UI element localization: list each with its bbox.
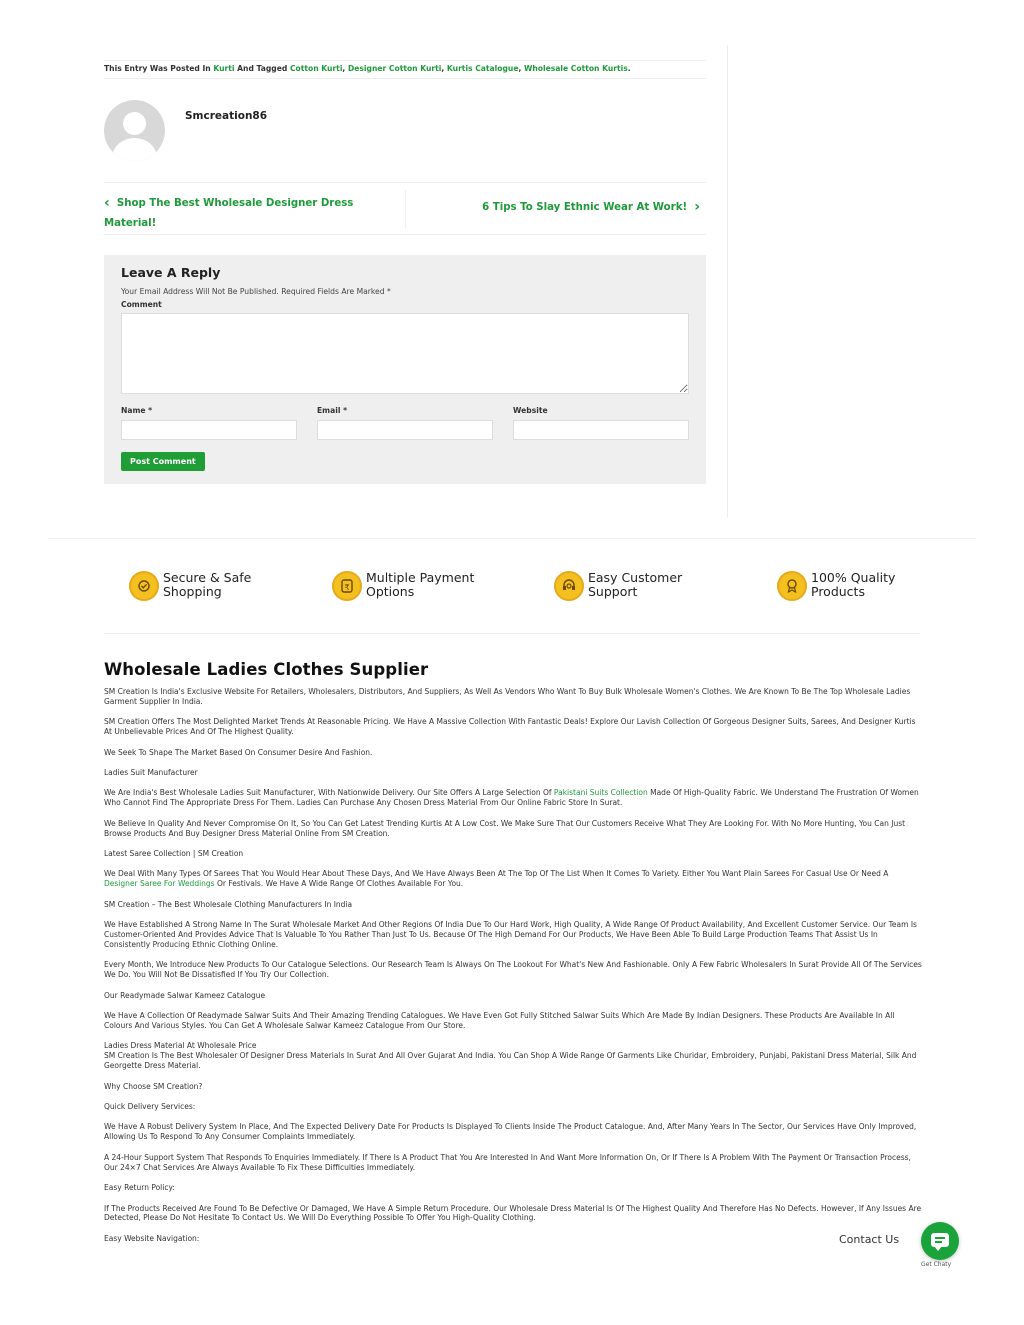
get-chaty-caption[interactable]: Get Chaty bbox=[921, 1261, 952, 1268]
seo-paragraph: If The Products Received Are Found To Be Defective Or Damaged, We Have A Simple Return Procedure. Our Wholesale Dress Material Is Of The Highest Quality And Therefore Has No Defects. However, If Any Issues Are Detected, Please Do Not Hesitate To Contact Us. We Will Do Everything Possible To Offer You High-Quality Clothing. bbox=[104, 1203, 922, 1223]
seo-subheading: Ladies Suit Manufacturer bbox=[104, 768, 198, 778]
tag-separator: , bbox=[441, 64, 447, 73]
designer-saree-link[interactable]: Designer Saree For Weddings bbox=[104, 879, 215, 889]
seo-subheading: Ladies Dress Material At Wholesale Price bbox=[104, 1041, 257, 1051]
name-label: Name * bbox=[121, 406, 153, 415]
seo-paragraph: We Are India's Best Wholesale Ladies Suit Manufacturer, With Nationwide Delivery. Our Site Offers A Large Selection Of Pakistani Suits Collection Made Of High-Quality Fabric. We Understand The Frustration Of Women Who Cannot Find The Appropriate Dress For Them. Ladies Can Purchase Any Chosen Dress Material From Our Online Fabric Store In Surat. bbox=[104, 788, 919, 808]
tag-link[interactable]: Wholesale Cotton Kurtis bbox=[524, 64, 628, 73]
seo-paragraph: We Have A Collection Of Readymade Salwar Suits And Their Amazing Trending Catalogues. We Have Even Got Fully Stitched Salwar Suits Which Are Made By Indian Designers. These Products Are Available In All Colours And Various Styles. You Can Get A Wholesale Salwar Kameez Catalogue From Our Store. bbox=[104, 1011, 895, 1031]
feature-label: 100% Quality Products bbox=[811, 570, 896, 599]
seo-paragraph: SM Creation Offers The Most Delighted Market Trends At Reasonable Pricing. We Have A Massive Collection With Fantastic Deals! Explore Our Lavish Collection Of Gorgeous Designer Suits, Sarees, And Designer Kurtis At Unbelievable Prices And Of The Highest Quality. bbox=[104, 717, 916, 737]
seo-subheading: Easy Website Navigation: bbox=[104, 1233, 200, 1243]
avatar bbox=[104, 100, 165, 161]
category-link[interactable]: Kurti bbox=[213, 64, 235, 73]
name-input[interactable] bbox=[121, 420, 297, 440]
svg-text:₹: ₹ bbox=[344, 583, 350, 592]
post-comment-button[interactable]: Post Comment bbox=[121, 452, 205, 471]
seo-paragraph: Every Month, We Introduce New Products To Our Catalogue Selections. Our Research Team Is Always On The Lookout For What's New And Fashionable. Only A Few Fabric Wholesalers In Surat Provide All Of The Services We Do. You Will Not Be Dissatisfied If You Try Our Collection. bbox=[104, 960, 922, 980]
chevron-left-icon: ‹ bbox=[104, 195, 110, 211]
contact-us-label[interactable]: Contact Us bbox=[839, 1233, 900, 1246]
entry-meta-prefix: This Entry Was Posted In bbox=[104, 64, 211, 73]
entry-meta-tagged: And Tagged bbox=[237, 64, 288, 73]
tag-separator: , bbox=[518, 64, 524, 73]
seo-subheading: Easy Return Policy: bbox=[104, 1183, 175, 1193]
tag-link[interactable]: Designer Cotton Kurti bbox=[347, 64, 442, 73]
comment-form bbox=[104, 255, 706, 484]
email-label: Email * bbox=[317, 406, 348, 415]
entry-meta-end: . bbox=[627, 64, 631, 73]
name-field-group bbox=[121, 406, 297, 440]
seo-title: Wholesale Ladies Clothes Supplier bbox=[104, 660, 429, 679]
feature-label: Multiple Payment Options bbox=[366, 570, 475, 599]
email-input[interactable] bbox=[317, 420, 493, 440]
seo-paragraph: We Seek To Shape The Market Based On Consumer Desire And Fashion. bbox=[104, 747, 373, 757]
prev-post-link[interactable] bbox=[104, 193, 384, 234]
post-navigation bbox=[104, 182, 706, 235]
pakistani-suits-link[interactable]: Pakistani Suits Collection bbox=[553, 788, 648, 798]
seo-paragraph: SM Creation Is India's Exclusive Website For Retailers, Wholesalers, Distributors, And Suppliers, As Well As Vendors Who Want To Buy Bulk Wholesale Women's Clothes. We Are Known To Be The Top Wholesale Ladies Garment Supplier In India. bbox=[104, 687, 911, 706]
section-divider bbox=[104, 633, 920, 634]
website-input[interactable] bbox=[513, 420, 689, 440]
quality-badge-icon bbox=[777, 571, 807, 601]
seo-paragraph: We Believe In Quality And Never Compromise On It, So You Can Get Latest Trending Kurtis At A Low Cost. We Make Sure That Our Customers Receive What They Are Looking For. With No More Hunting, You Can Just Browse Products And Buy Designer Dress Material Online From SM Creation. bbox=[104, 818, 906, 838]
section-divider bbox=[48, 538, 976, 539]
website-label: Website bbox=[513, 406, 548, 415]
payment-icon bbox=[332, 571, 362, 601]
prev-post-label: Shop The Best Wholesale Designer Dress Material! bbox=[104, 198, 354, 229]
secure-shield-icon bbox=[129, 571, 159, 601]
author-name: Smcreation86 bbox=[185, 110, 268, 122]
comment-textarea[interactable] bbox=[121, 313, 689, 394]
seo-subheading: Quick Delivery Services: bbox=[104, 1102, 196, 1112]
tag-link[interactable]: Cotton Kurti bbox=[289, 64, 343, 73]
seo-subheading: Our Readymade Salwar Kameez Catalogue bbox=[104, 990, 266, 1000]
next-post-link[interactable] bbox=[482, 199, 700, 215]
chat-bubble-icon bbox=[931, 1233, 949, 1247]
seo-paragraph: We Deal With Many Types Of Sarees That You Would Hear About These Days, And We Have Always Been At The Top Of The List When It Comes To Variety. Either You Want Plain Sarees For Casual Use Or Need A Designer Saree For Weddings Or Festivals. We Have A Wide Range Of Clothes Available For You. bbox=[104, 869, 889, 889]
post-nav-divider bbox=[405, 190, 406, 228]
seo-subheading: Why Choose SM Creation? bbox=[104, 1081, 203, 1091]
comment-label: Comment bbox=[121, 300, 162, 309]
author-box bbox=[104, 100, 706, 170]
seo-subheading: SM Creation – The Best Wholesale Clothing Manufacturers In India bbox=[104, 899, 353, 909]
seo-paragraph: A 24-Hour Support System That Responds To Enquiries Immediately. If There Is A Product That You Are Interested In And Want More Information On, Or If There Is A Problem With The Payment Or Transaction Process, Our 24×7 Chat Services Are Always Available To Fix These Difficulties Immediately. bbox=[104, 1152, 911, 1172]
seo-paragraph: We Have Established A Strong Name In The Surat Wholesale Market And Other Regions Of India Due To Our Hard Work, High Quality, A Wide Range Of Product Availability, And Excellent Customer Service. Our Team Is Customer-Oriented And Provides Advice That Is Valuable To You Rather Than Just To Us. Because Of The High Demand For Our Products, We Have Been Able To Build Large Production Teams That Assist Us In Consistently Producing Ethnic Clothing Online. bbox=[104, 920, 917, 949]
chat-button[interactable] bbox=[921, 1222, 959, 1260]
seo-paragraph: SM Creation Is The Best Wholesaler Of Designer Dress Materials In Surat And All Over Gujarat And India. You Can Shop A Wide Range Of Garments Like Churidar, Embroidery, Punjabi, Pakistani Dress Material, Silk And Georgette Dress Material. bbox=[104, 1051, 917, 1071]
feature-label: Easy Customer Support bbox=[588, 570, 683, 599]
customer-support-icon bbox=[554, 571, 584, 601]
tag-link[interactable]: Kurtis Catalogue bbox=[446, 64, 519, 73]
sidebar-divider bbox=[727, 45, 728, 518]
feature-strip bbox=[104, 570, 920, 606]
chevron-right-icon: › bbox=[694, 199, 700, 215]
email-field-group bbox=[317, 406, 493, 440]
next-post-label: 6 Tips To Slay Ethnic Wear At Work! bbox=[482, 202, 688, 213]
website-field-group bbox=[513, 406, 689, 440]
seo-paragraph: We Have A Robust Delivery System In Place, And The Expected Delivery Date For Products Is Displayed To Clients Inside The Product Catalogue. And, After Many Years In The Sector, Our Services Have Only Improved, Allowing Us To Respond To Any Consumer Complaints Immediately. bbox=[104, 1122, 917, 1142]
tag-separator: , bbox=[342, 64, 348, 73]
feature-label: Secure & Safe Shopping bbox=[163, 570, 252, 599]
seo-content bbox=[104, 660, 922, 1254]
entry-meta bbox=[104, 60, 706, 79]
reply-note: Your Email Address Will Not Be Published. Required Fields Are Marked * bbox=[121, 287, 391, 296]
reply-title: Leave A Reply bbox=[121, 265, 221, 280]
seo-subheading: Latest Saree Collection | SM Creation bbox=[104, 849, 244, 859]
